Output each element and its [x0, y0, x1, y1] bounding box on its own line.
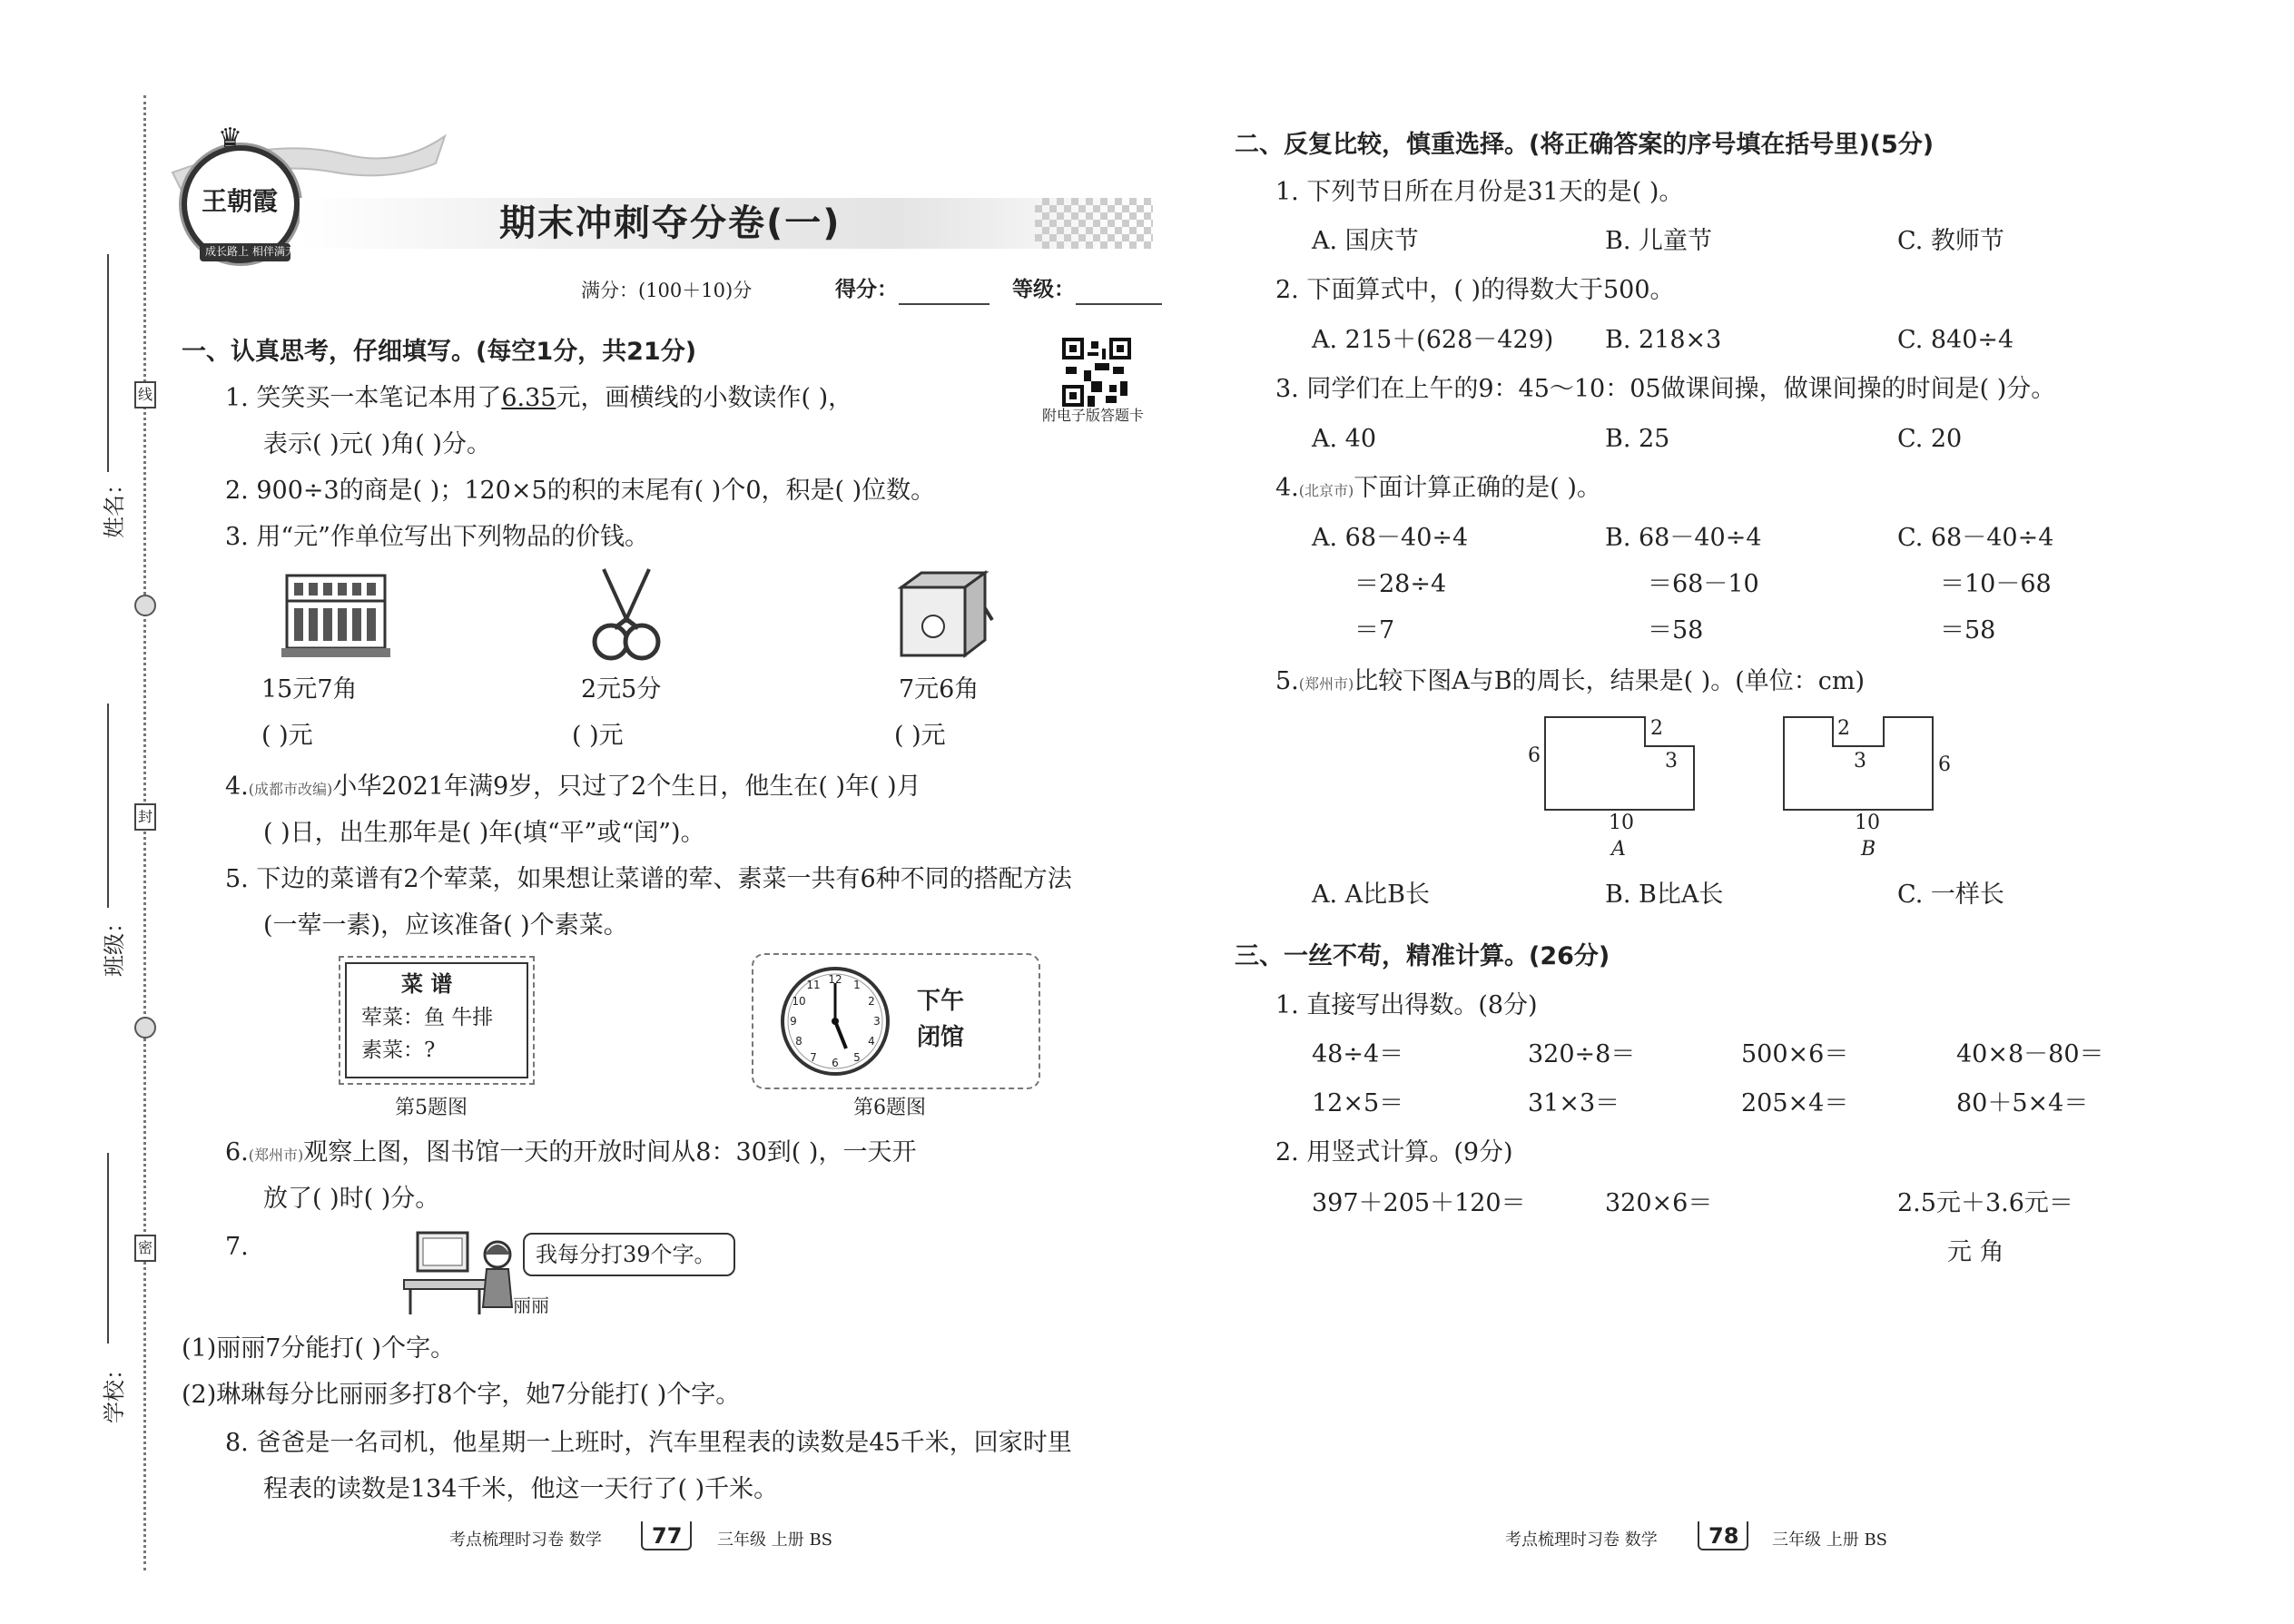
svg-text:9: 9 [790, 1015, 797, 1028]
section-2-heading: 二、反复比较，慎重选择。(将正确答案的序号填在括号里)(5分) [1235, 131, 1935, 159]
item-price-abacus: 15元7角 [261, 675, 358, 704]
question-1-line1: 1. 笑笑买一本笔记本用了6.35元，画横线的小数读作( )， [225, 384, 853, 412]
choice-3-option-c[interactable]: C. 20 [1897, 425, 1963, 453]
question-6-line1: 6.(郑州市)观察上图，图书馆一天的开放时间从8：30到( )，一天开 [225, 1138, 917, 1166]
item-blank-abacus[interactable]: ( )元 [261, 722, 313, 750]
source-tag: (成都市改编) [248, 781, 333, 798]
clock-text-afternoon: 下午 [917, 988, 965, 1015]
binding-hole-icon [134, 1017, 156, 1038]
school-line [107, 1153, 109, 1343]
item-price-sharpener: 7元6角 [899, 675, 980, 704]
calc-1-item[interactable]: 80＋5×4＝ [1956, 1089, 2089, 1117]
question-4-line1: 4.(成都市改编)小华2021年满9岁，只过了2个生日，他生在( )年( )月 [225, 773, 921, 801]
calc-1-item[interactable]: 31×3＝ [1528, 1089, 1620, 1117]
page-title: 期末冲刺夺分卷(一) [499, 202, 842, 244]
calc-1-item[interactable]: 12×5＝ [1312, 1089, 1404, 1117]
svg-text:7: 7 [810, 1051, 817, 1064]
page-number-right: 78 [1708, 1523, 1739, 1549]
shape-a-bottom-label: 10 [1609, 812, 1634, 834]
choice-5-option-b[interactable]: B. B比A长 [1605, 881, 1724, 909]
question-6-line2: 放了( )时( )分。 [263, 1185, 440, 1213]
choice-2-option-c[interactable]: C. 840÷4 [1897, 326, 2014, 354]
choice-1: 1. 下列节日所在月份是31天的是( )。 [1275, 178, 1684, 206]
shape-a-left-label: 6 [1528, 744, 1541, 767]
question-7-part1: (1)丽丽7分能打( )个字。 [182, 1334, 456, 1363]
question-4-line2: ( )日，出生那年是( )年(填“平”或“闰”)。 [263, 819, 705, 847]
class-line [107, 704, 109, 908]
page-number-bracket [1698, 1521, 1748, 1550]
choice-4-option-c-line3: ＝58 [1940, 616, 1996, 645]
menu-title: 菜 谱 [401, 971, 453, 997]
seal-mark-seal: 封 [134, 803, 156, 831]
section-1-heading: 一、认真思考，仔细填写。(每空1分，共21分) [182, 338, 697, 366]
shape-a-inner-label: 3 [1665, 750, 1678, 773]
svg-text:5: 5 [853, 1051, 861, 1064]
item-price-scissors: 2元5分 [581, 675, 662, 704]
source-tag: (郑州市) [248, 1147, 304, 1164]
typing-girl-icon [399, 1227, 517, 1318]
calc-1-item[interactable]: 205×4＝ [1741, 1089, 1849, 1117]
source-tag: (北京市) [1298, 482, 1354, 499]
logo-slogan-banner: 成长路上 相伴满天 [200, 243, 290, 261]
choice-5: 5.(郑州市)比较下图A与B的周长，结果是( )。(单位：cm) [1275, 667, 1866, 695]
svg-text:10: 10 [792, 995, 806, 1008]
footer-right-series: 考点梳理时习卷 数学 [1505, 1530, 1658, 1550]
choice-4-option-a-line2: ＝28÷4 [1354, 570, 1447, 598]
checker-pattern [1035, 198, 1153, 249]
shape-b-name: B [1861, 838, 1876, 861]
calc-2-item[interactable]: 320×6＝ [1605, 1189, 1713, 1217]
abacus-icon [281, 570, 390, 661]
choice-4-option-a-line1[interactable]: A. 68－40÷4 [1312, 524, 1469, 552]
shape-b-inner-label: 3 [1854, 750, 1866, 773]
footer-left-series: 考点梳理时习卷 数学 [449, 1530, 602, 1550]
score-label: 得分： [835, 278, 898, 301]
question-2: 2. 900÷3的商是( )；120×5的积的末尾有( )个0，积是( )位数。 [225, 477, 936, 505]
logo-text: 王朝霞 [202, 186, 279, 216]
question-7-part2: (2)琳琳每分比丽丽多打8个字，她7分能打( )个字。 [182, 1381, 741, 1409]
page-number-left: 77 [652, 1523, 683, 1549]
calc-2-item[interactable]: 2.5元＋3.6元＝ [1897, 1189, 2073, 1217]
grade-label: 等级： [1012, 278, 1075, 301]
seal-mark-secret: 密 [134, 1235, 156, 1262]
choice-5-option-c[interactable]: C. 一样长 [1897, 881, 2004, 909]
source-tag: (郑州市) [1298, 675, 1354, 693]
figure-5-caption: 第5题图 [395, 1097, 468, 1119]
figure-6-caption: 第6题图 [853, 1097, 926, 1119]
calc-1-item[interactable]: 40×8－80＝ [1956, 1040, 2104, 1068]
clock-text-closed: 闭馆 [917, 1024, 965, 1051]
calc-2-unit: 元 角 [1947, 1238, 2004, 1266]
choice-4-option-b-line3: ＝58 [1648, 616, 1704, 645]
qr-code-icon[interactable] [1062, 338, 1131, 407]
svg-text:3: 3 [873, 1015, 881, 1028]
choice-1-option-b[interactable]: B. 儿童节 [1605, 227, 1713, 255]
underlined-decimal: 6.35 [501, 384, 556, 412]
item-blank-sharpener[interactable]: ( )元 [894, 722, 946, 750]
logo-crown-icon: ♛ [218, 123, 242, 154]
girl-name: 丽丽 [513, 1294, 549, 1316]
score-field[interactable] [899, 303, 989, 305]
choice-3-option-b[interactable]: B. 25 [1605, 425, 1670, 453]
seal-mark-line: 线 [134, 381, 156, 408]
full-marks: 满分：(100＋10)分 [581, 280, 753, 301]
shape-a-name: A [1611, 838, 1626, 861]
grade-field[interactable] [1076, 303, 1162, 305]
choice-4: 4.(北京市)下面计算正确的是( )。 [1275, 474, 1601, 502]
name-line [107, 254, 109, 472]
dotted-cut-line [143, 95, 146, 1570]
choice-4-option-c-line1[interactable]: C. 68－40÷4 [1897, 524, 2054, 552]
speech-bubble: 我每分打39个字。 [523, 1233, 735, 1276]
choice-3: 3. 同学们在上午的9：45～10：05做课间操，做课间操的时间是( )分。 [1275, 375, 2056, 403]
calc-2-item[interactable]: 397＋205＋120＝ [1312, 1189, 1526, 1217]
choice-4-option-a-line3: ＝7 [1354, 616, 1395, 645]
choice-4-option-b-line2: ＝68－10 [1648, 570, 1759, 598]
question-8-line1: 8. 爸爸是一名司机，他星期一上班时，汽车里程表的读数是45千米，回家时里 [225, 1429, 1072, 1457]
choice-4-option-c-line2: ＝10－68 [1940, 570, 2052, 598]
item-blank-scissors[interactable]: ( )元 [572, 722, 624, 750]
choice-1-option-a[interactable]: A. 国庆节 [1312, 227, 1419, 255]
name-label: 姓名： [102, 473, 127, 538]
svg-text:2: 2 [868, 995, 875, 1008]
menu-veg: 素菜：? [361, 1038, 436, 1062]
question-5-line2: (一荤一素)，应该准备( )个素菜。 [263, 911, 628, 940]
section-3-heading: 三、一丝不苟，精准计算。(26分) [1235, 942, 1610, 970]
question-1-line2: 表示( )元( )角( )分。 [263, 430, 491, 458]
calc-1-item[interactable]: 320÷8＝ [1528, 1040, 1636, 1068]
binding-hole-icon [134, 595, 156, 616]
class-label: 班级： [102, 911, 127, 977]
shape-b-top-label: 2 [1837, 717, 1850, 740]
svg-text:6: 6 [832, 1057, 839, 1069]
choice-2-option-a[interactable]: A. 215＋(628－429) [1312, 326, 1554, 354]
pencil-sharpener-icon [894, 567, 994, 663]
shape-b-right-label: 6 [1938, 753, 1951, 776]
shape-b-bottom-label: 10 [1855, 812, 1880, 834]
menu-card [345, 962, 528, 1078]
shape-a-top-label: 2 [1650, 717, 1663, 740]
footer-left-grade: 三年级 上册 BS [717, 1530, 833, 1550]
question-3: 3. 用“元”作单位写出下列物品的价钱。 [225, 523, 649, 551]
svg-text:1: 1 [853, 979, 861, 991]
choice-2: 2. 下面算式中，( )的得数大于500。 [1275, 276, 1675, 304]
choice-5-option-a[interactable]: A. A比B长 [1312, 881, 1431, 909]
scissors-icon [586, 565, 667, 664]
choice-3-option-a[interactable]: A. 40 [1312, 425, 1377, 453]
clock-icon [779, 965, 891, 1078]
menu-meat: 荤菜：鱼 牛排 [361, 1006, 494, 1029]
svg-text:8: 8 [795, 1035, 802, 1048]
page-number-bracket [641, 1521, 692, 1550]
calc-2-heading: 2. 用竖式计算。(9分) [1275, 1138, 1513, 1166]
school-label: 学校： [102, 1358, 127, 1423]
footer-right-grade: 三年级 上册 BS [1772, 1530, 1888, 1550]
calc-1-item[interactable]: 48÷4＝ [1312, 1040, 1404, 1068]
question-5-line1: 5. 下边的菜谱有2个荤菜，如果想让菜谱的荤、素菜一共有6种不同的搭配方法 [225, 865, 1072, 893]
choice-4-option-b-line1[interactable]: B. 68－40÷4 [1605, 524, 1762, 552]
svg-text:11: 11 [806, 979, 821, 991]
question-7-number: 7. [225, 1233, 249, 1261]
question-8-line2: 程表的读数是134千米，他这一天行了( )千米。 [263, 1475, 779, 1503]
choice-2-option-b[interactable]: B. 218×3 [1605, 326, 1722, 354]
qr-caption: 附电子版答题卡 [1042, 407, 1145, 424]
svg-text:12: 12 [828, 973, 842, 986]
calc-1-item[interactable]: 500×6＝ [1741, 1040, 1849, 1068]
calc-1-heading: 1. 直接写出得数。(8分) [1275, 991, 1538, 1019]
svg-text:4: 4 [868, 1035, 875, 1048]
choice-1-option-c[interactable]: C. 教师节 [1897, 227, 2004, 255]
